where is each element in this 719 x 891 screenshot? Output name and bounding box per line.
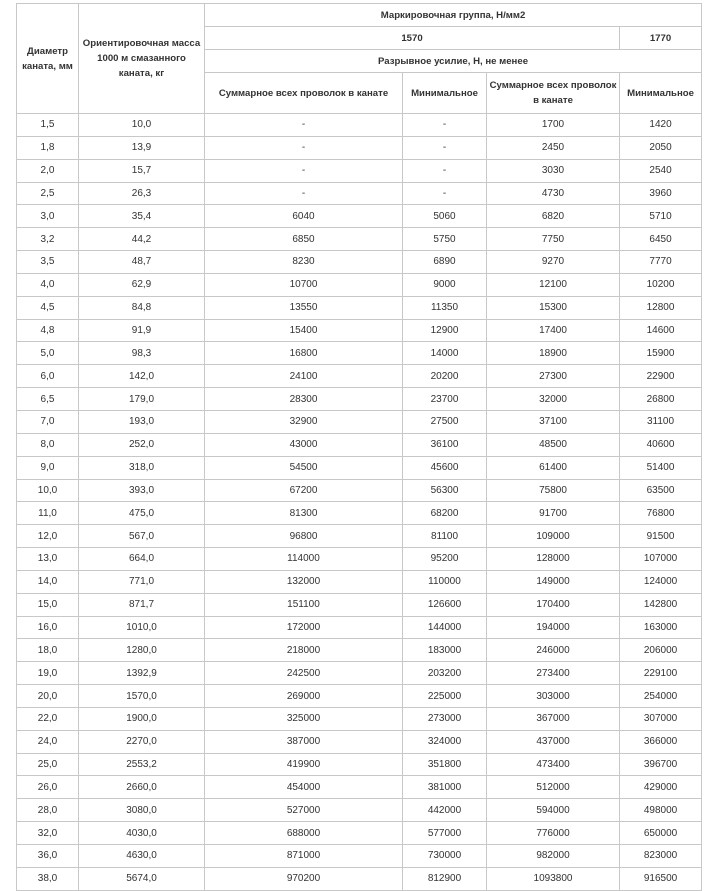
- cell-diameter: 1,8: [17, 136, 79, 159]
- cell-sum-1570: 242500: [205, 662, 403, 685]
- cell-sum-1770: 128000: [487, 548, 620, 571]
- cell-mass: 3080,0: [79, 799, 205, 822]
- cell-min-1770: 2540: [620, 159, 702, 182]
- cell-min-1570: 381000: [403, 776, 487, 799]
- cell-sum-1770: 109000: [487, 525, 620, 548]
- cell-min-1570: 9000: [403, 273, 487, 296]
- cell-min-1570: 812900: [403, 867, 487, 890]
- cell-mass: 15,7: [79, 159, 205, 182]
- cell-sum-1570: 132000: [205, 570, 403, 593]
- cell-sum-1770: 776000: [487, 822, 620, 845]
- cell-min-1570: 126600: [403, 593, 487, 616]
- cell-min-1770: 26800: [620, 388, 702, 411]
- table-row: [17, 822, 702, 845]
- cell-min-1770: 498000: [620, 799, 702, 822]
- cell-sum-1770: 2450: [487, 136, 620, 159]
- cell-sum-1570: 325000: [205, 707, 403, 730]
- cell-sum-1770: 9270: [487, 251, 620, 274]
- cell-mass: 1570,0: [79, 685, 205, 708]
- cell-sum-1570: 24100: [205, 365, 403, 388]
- cell-sum-1570: 6850: [205, 228, 403, 251]
- header-sum-1570: Суммарное всех проволок в канате: [205, 73, 403, 114]
- cell-sum-1570: 28300: [205, 388, 403, 411]
- cell-sum-1770: 17400: [487, 319, 620, 342]
- cell-diameter: 18,0: [17, 639, 79, 662]
- cell-min-1570: 225000: [403, 685, 487, 708]
- cell-mass: 1900,0: [79, 707, 205, 730]
- table-row: [17, 342, 702, 365]
- cell-sum-1770: 1700: [487, 114, 620, 137]
- cell-diameter: 32,0: [17, 822, 79, 845]
- cell-mass: 193,0: [79, 410, 205, 433]
- cell-min-1770: 15900: [620, 342, 702, 365]
- cell-diameter: 38,0: [17, 867, 79, 890]
- header-grade-1570: 1570: [205, 27, 620, 50]
- cell-sum-1770: 4730: [487, 182, 620, 205]
- cell-sum-1570: 151100: [205, 593, 403, 616]
- cell-mass: 48,7: [79, 251, 205, 274]
- cell-diameter: 16,0: [17, 616, 79, 639]
- cell-sum-1570: 114000: [205, 548, 403, 571]
- cell-sum-1570: 81300: [205, 502, 403, 525]
- table-row: [17, 753, 702, 776]
- cell-min-1770: 76800: [620, 502, 702, 525]
- cell-diameter: 6,0: [17, 365, 79, 388]
- cell-min-1570: -: [403, 114, 487, 137]
- header-min-1770: Минимальное: [620, 73, 702, 114]
- cell-diameter: 13,0: [17, 548, 79, 571]
- table-row: [17, 319, 702, 342]
- cell-min-1770: 7770: [620, 251, 702, 274]
- table-row: [17, 525, 702, 548]
- table-row: [17, 296, 702, 319]
- cell-min-1770: 366000: [620, 730, 702, 753]
- cell-diameter: 10,0: [17, 479, 79, 502]
- cell-mass: 771,0: [79, 570, 205, 593]
- table-row: [17, 502, 702, 525]
- table-row: [17, 593, 702, 616]
- table-row: [17, 182, 702, 205]
- cell-diameter: 3,2: [17, 228, 79, 251]
- cell-min-1570: -: [403, 159, 487, 182]
- cell-sum-1570: 15400: [205, 319, 403, 342]
- cell-sum-1770: 12100: [487, 273, 620, 296]
- cell-sum-1570: 269000: [205, 685, 403, 708]
- table-row: [17, 205, 702, 228]
- cell-mass: 13,9: [79, 136, 205, 159]
- cell-mass: 1280,0: [79, 639, 205, 662]
- cell-mass: 252,0: [79, 433, 205, 456]
- cell-diameter: 4,5: [17, 296, 79, 319]
- table-row: [17, 548, 702, 571]
- cell-diameter: 11,0: [17, 502, 79, 525]
- cell-mass: 179,0: [79, 388, 205, 411]
- cell-min-1570: 324000: [403, 730, 487, 753]
- cell-min-1770: 254000: [620, 685, 702, 708]
- cell-mass: 4630,0: [79, 845, 205, 868]
- cell-min-1570: 6890: [403, 251, 487, 274]
- header-grade-1770: 1770: [620, 27, 702, 50]
- cell-mass: 2553,2: [79, 753, 205, 776]
- cell-sum-1770: 512000: [487, 776, 620, 799]
- cell-min-1570: 442000: [403, 799, 487, 822]
- table-row: [17, 410, 702, 433]
- cell-mass: 393,0: [79, 479, 205, 502]
- cell-sum-1570: 8230: [205, 251, 403, 274]
- cell-min-1570: 577000: [403, 822, 487, 845]
- cell-sum-1770: 3030: [487, 159, 620, 182]
- cell-min-1770: 107000: [620, 548, 702, 571]
- cell-min-1770: 916500: [620, 867, 702, 890]
- cell-min-1570: 45600: [403, 456, 487, 479]
- cell-mass: 26,3: [79, 182, 205, 205]
- cell-min-1570: 36100: [403, 433, 487, 456]
- table-row: [17, 799, 702, 822]
- cell-sum-1570: 419900: [205, 753, 403, 776]
- cell-mass: 2270,0: [79, 730, 205, 753]
- cell-sum-1770: 27300: [487, 365, 620, 388]
- cell-min-1770: 3960: [620, 182, 702, 205]
- table-header: [17, 4, 702, 114]
- cell-min-1570: 81100: [403, 525, 487, 548]
- table-row: [17, 616, 702, 639]
- table-row: [17, 570, 702, 593]
- cell-diameter: 19,0: [17, 662, 79, 685]
- cell-diameter: 28,0: [17, 799, 79, 822]
- table-row: [17, 365, 702, 388]
- cell-diameter: 14,0: [17, 570, 79, 593]
- cell-min-1570: 203200: [403, 662, 487, 685]
- cell-diameter: 2,0: [17, 159, 79, 182]
- cell-min-1770: 5710: [620, 205, 702, 228]
- cell-sum-1570: 32900: [205, 410, 403, 433]
- cell-sum-1770: 473400: [487, 753, 620, 776]
- table-row: [17, 685, 702, 708]
- table-body: [17, 114, 702, 891]
- cell-min-1770: 2050: [620, 136, 702, 159]
- cell-min-1570: -: [403, 182, 487, 205]
- cell-min-1770: 206000: [620, 639, 702, 662]
- cell-mass: 62,9: [79, 273, 205, 296]
- cell-min-1570: 273000: [403, 707, 487, 730]
- cell-diameter: 7,0: [17, 410, 79, 433]
- cell-min-1770: 91500: [620, 525, 702, 548]
- cell-diameter: 6,5: [17, 388, 79, 411]
- cell-diameter: 12,0: [17, 525, 79, 548]
- cell-min-1770: 14600: [620, 319, 702, 342]
- table-row: [17, 730, 702, 753]
- cell-mass: 664,0: [79, 548, 205, 571]
- cell-min-1570: 110000: [403, 570, 487, 593]
- table-row: [17, 707, 702, 730]
- cell-sum-1570: 172000: [205, 616, 403, 639]
- cell-sum-1570: 688000: [205, 822, 403, 845]
- table-row: [17, 845, 702, 868]
- cell-min-1770: 124000: [620, 570, 702, 593]
- cell-min-1770: 63500: [620, 479, 702, 502]
- cell-min-1570: 5750: [403, 228, 487, 251]
- table-row: [17, 662, 702, 685]
- table-row: [17, 479, 702, 502]
- cell-min-1770: 823000: [620, 845, 702, 868]
- cell-min-1770: 396700: [620, 753, 702, 776]
- cell-sum-1570: 871000: [205, 845, 403, 868]
- cell-min-1770: 142800: [620, 593, 702, 616]
- cell-mass: 2660,0: [79, 776, 205, 799]
- table-row: [17, 776, 702, 799]
- cell-mass: 98,3: [79, 342, 205, 365]
- cell-mass: 475,0: [79, 502, 205, 525]
- cell-min-1770: 1420: [620, 114, 702, 137]
- cell-diameter: 36,0: [17, 845, 79, 868]
- cell-min-1570: 20200: [403, 365, 487, 388]
- cell-sum-1770: 194000: [487, 616, 620, 639]
- cell-diameter: 9,0: [17, 456, 79, 479]
- cell-min-1770: 163000: [620, 616, 702, 639]
- cell-sum-1570: 67200: [205, 479, 403, 502]
- cell-sum-1770: 61400: [487, 456, 620, 479]
- cell-sum-1770: 982000: [487, 845, 620, 868]
- cell-mass: 35,4: [79, 205, 205, 228]
- cell-sum-1770: 75800: [487, 479, 620, 502]
- header-diameter: Диаметр каната, мм: [17, 4, 79, 114]
- table-row: [17, 433, 702, 456]
- table-row: [17, 136, 702, 159]
- cell-diameter: 1,5: [17, 114, 79, 137]
- cell-min-1770: 22900: [620, 365, 702, 388]
- cell-sum-1570: 6040: [205, 205, 403, 228]
- cell-diameter: 15,0: [17, 593, 79, 616]
- cell-sum-1570: 10700: [205, 273, 403, 296]
- cell-sum-1770: 91700: [487, 502, 620, 525]
- cell-sum-1770: 246000: [487, 639, 620, 662]
- cell-sum-1570: 54500: [205, 456, 403, 479]
- cell-min-1770: 307000: [620, 707, 702, 730]
- cell-sum-1570: 970200: [205, 867, 403, 890]
- cell-sum-1570: -: [205, 182, 403, 205]
- cell-min-1770: 429000: [620, 776, 702, 799]
- header-breaking-force: Разрывное усилие, Н, не менее: [205, 50, 702, 73]
- cell-mass: 142,0: [79, 365, 205, 388]
- cell-sum-1570: 16800: [205, 342, 403, 365]
- cell-sum-1770: 367000: [487, 707, 620, 730]
- table-row: [17, 159, 702, 182]
- cell-min-1570: 183000: [403, 639, 487, 662]
- cell-mass: 1010,0: [79, 616, 205, 639]
- cell-min-1570: 27500: [403, 410, 487, 433]
- cell-sum-1770: 37100: [487, 410, 620, 433]
- cell-min-1570: 351800: [403, 753, 487, 776]
- cell-mass: 91,9: [79, 319, 205, 342]
- table-row: [17, 114, 702, 137]
- cell-min-1570: 95200: [403, 548, 487, 571]
- cell-mass: 567,0: [79, 525, 205, 548]
- cell-diameter: 4,0: [17, 273, 79, 296]
- cell-sum-1570: 96800: [205, 525, 403, 548]
- cell-sum-1770: 149000: [487, 570, 620, 593]
- cell-sum-1770: 18900: [487, 342, 620, 365]
- cell-min-1570: 56300: [403, 479, 487, 502]
- cell-min-1770: 650000: [620, 822, 702, 845]
- cell-sum-1570: 13550: [205, 296, 403, 319]
- cell-sum-1570: 387000: [205, 730, 403, 753]
- header-min-1570: Минимальное: [403, 73, 487, 114]
- cell-diameter: 22,0: [17, 707, 79, 730]
- cell-mass: 871,7: [79, 593, 205, 616]
- cell-diameter: 20,0: [17, 685, 79, 708]
- cell-mass: 4030,0: [79, 822, 205, 845]
- cell-min-1770: 12800: [620, 296, 702, 319]
- cell-diameter: 3,5: [17, 251, 79, 274]
- cell-sum-1770: 594000: [487, 799, 620, 822]
- cell-sum-1570: 43000: [205, 433, 403, 456]
- cell-diameter: 2,5: [17, 182, 79, 205]
- cell-min-1570: 730000: [403, 845, 487, 868]
- cell-min-1770: 229100: [620, 662, 702, 685]
- cell-sum-1770: 170400: [487, 593, 620, 616]
- cell-min-1770: 10200: [620, 273, 702, 296]
- cell-sum-1770: 48500: [487, 433, 620, 456]
- cell-min-1570: 12900: [403, 319, 487, 342]
- cell-sum-1570: 218000: [205, 639, 403, 662]
- cell-sum-1570: 527000: [205, 799, 403, 822]
- table-row: [17, 639, 702, 662]
- cell-min-1770: 6450: [620, 228, 702, 251]
- cell-min-1770: 31100: [620, 410, 702, 433]
- cell-mass: 318,0: [79, 456, 205, 479]
- cell-mass: 10,0: [79, 114, 205, 137]
- header-sum-1770: Суммарное всех проволок в канате: [487, 73, 620, 114]
- cell-sum-1770: 303000: [487, 685, 620, 708]
- cell-mass: 5674,0: [79, 867, 205, 890]
- cell-sum-1570: -: [205, 159, 403, 182]
- cell-min-1570: 14000: [403, 342, 487, 365]
- table-row: [17, 273, 702, 296]
- cell-min-1570: 144000: [403, 616, 487, 639]
- cell-diameter: 8,0: [17, 433, 79, 456]
- table-row: [17, 251, 702, 274]
- cell-sum-1770: 437000: [487, 730, 620, 753]
- rope-specs-table: [16, 3, 702, 891]
- cell-mass: 44,2: [79, 228, 205, 251]
- cell-diameter: 4,8: [17, 319, 79, 342]
- cell-sum-1770: 7750: [487, 228, 620, 251]
- cell-min-1570: 5060: [403, 205, 487, 228]
- cell-diameter: 26,0: [17, 776, 79, 799]
- cell-min-1570: 11350: [403, 296, 487, 319]
- cell-diameter: 24,0: [17, 730, 79, 753]
- cell-sum-1570: -: [205, 114, 403, 137]
- cell-sum-1770: 1093800: [487, 867, 620, 890]
- cell-diameter: 5,0: [17, 342, 79, 365]
- cell-min-1770: 40600: [620, 433, 702, 456]
- cell-sum-1770: 15300: [487, 296, 620, 319]
- cell-sum-1770: 273400: [487, 662, 620, 685]
- cell-sum-1770: 32000: [487, 388, 620, 411]
- cell-mass: 84,8: [79, 296, 205, 319]
- cell-min-1570: 68200: [403, 502, 487, 525]
- cell-min-1570: 23700: [403, 388, 487, 411]
- header-grade-group: Маркировочная группа, Н/мм2: [205, 4, 702, 27]
- table-row: [17, 456, 702, 479]
- cell-min-1570: -: [403, 136, 487, 159]
- cell-sum-1770: 6820: [487, 205, 620, 228]
- cell-diameter: 3,0: [17, 205, 79, 228]
- cell-diameter: 25,0: [17, 753, 79, 776]
- cell-sum-1570: -: [205, 136, 403, 159]
- header-mass: Ориентировочная масса 1000 м смазанного каната, кг: [79, 4, 205, 114]
- cell-min-1770: 51400: [620, 456, 702, 479]
- table-row: [17, 388, 702, 411]
- cell-mass: 1392,9: [79, 662, 205, 685]
- table-row: [17, 228, 702, 251]
- cell-sum-1570: 454000: [205, 776, 403, 799]
